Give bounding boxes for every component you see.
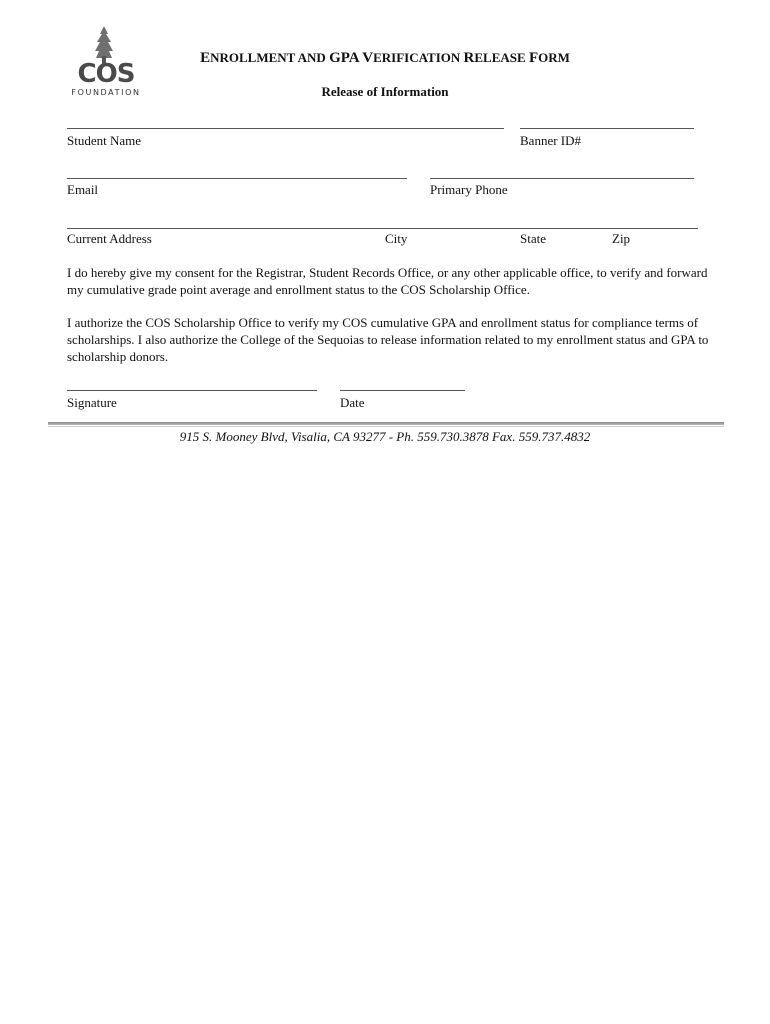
state-label: State [520,231,546,246]
consent-paragraph: I do hereby give my consent for the Registrar, Student Records Office, or any other applicable office, to verify and forward my cumulative grade point average and enrollment status to the COS Scholarship Office. [67,265,708,297]
title-part-5: ORM [538,50,570,65]
date-label: Date [340,395,365,410]
email-label: Email [67,182,99,197]
footer-divider-shadow [48,426,724,427]
logo-foundation-text: FOUNDATION [71,88,141,97]
title-part-3: ERIFICATION [373,50,464,65]
signature-field[interactable] [67,390,317,391]
primary-phone-field[interactable] [430,178,694,179]
city-label: City [385,231,408,246]
banner-id-field[interactable] [520,128,694,129]
footer-address: 915 S. Mooney Blvd, Visalia, CA 93277 - Ph. 559.730.3878 Fax. 559.737.4832 [179,429,591,444]
authorize-paragraph: I authorize the COS Scholarship Office to verify my COS cumulative GPA and enrollment status for compliance terms of scholarships. I also authorize the College of the Sequoias to release information related to my enrollment status and GPA to scholarship donors. [67,315,709,364]
title-initial-r: R [463,50,475,66]
title-initial-e: E [200,50,211,66]
email-field[interactable] [67,178,407,179]
student-name-field[interactable] [67,128,504,129]
footer-divider [48,422,724,425]
logo-wordmark: COS [77,59,135,86]
banner-id-label: Banner ID# [520,133,582,148]
signature-label: Signature [67,395,117,410]
title-initial-f: F [528,50,539,66]
zip-label: Zip [612,231,631,246]
student-name-label: Student Name [67,133,142,148]
primary-phone-label: Primary Phone [430,182,508,197]
title-part-4: ELEASE [474,50,529,65]
date-field[interactable] [340,390,465,391]
title-initial-v: V [362,50,374,66]
title-initial-gpa: GPA [329,50,359,66]
current-address-label: Current Address [67,231,152,246]
title-part-1: NROLLMENT AND [210,50,330,65]
form-subtitle: Release of Information [321,84,449,99]
form-title [0,50,770,67]
address-field[interactable] [67,228,698,229]
